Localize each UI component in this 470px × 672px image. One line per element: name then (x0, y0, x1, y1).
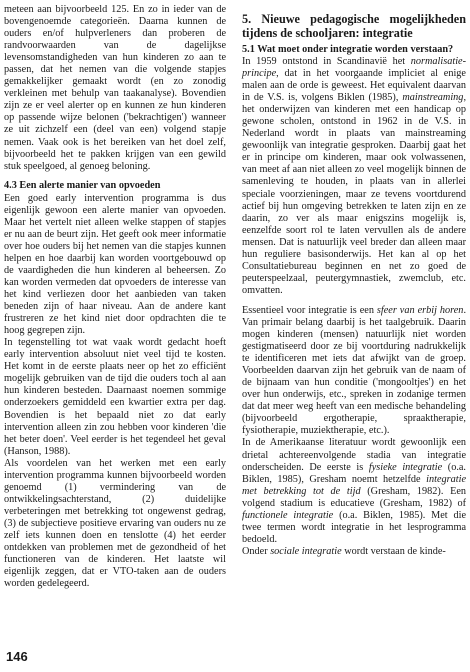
italic-term: sfeer van erbij horen (376, 304, 464, 316)
paragraph (242, 305, 466, 438)
text-run: (o.a. Biklen, 1985). Met die twee termen wordt integratie in het lesprogramma bedoeld. (242, 509, 466, 545)
section-heading: 4.3 Een alerte manier van opvoeden (4, 179, 161, 191)
text-run: (Gresham, 1982). Een volgend stadium is educatieve (Gresham, 1982) of (242, 485, 467, 509)
left-column (4, 4, 226, 590)
text-run: wordt verstaan de kinde- (341, 545, 446, 557)
text-run: (o.a. Biklen, 1985), Gresham noemt hetzelfde (242, 461, 466, 485)
text-run: Onder (242, 545, 271, 557)
paragraph (242, 546, 466, 558)
paragraph (242, 56, 466, 297)
italic-term: normalisatie-principe (242, 56, 466, 80)
paragraph: Een goed early intervention programma is dus eigenlijk gewoon een alerte manier van opvoeden. Maar het vertelt niet alleen welke stappen of stapjes er nu aan de beurt zijn. Het geeft ook meer informatie over hoe ouders bij het nemen van die stapjes kunnen helpen en hoe daarbij kan worden voortgebouwd op de vaardigheden die hun kinderen al beheersen. Zo kan worden vermeden dat opvoeders de interesse van het kind verliezen door het aanbieden van taken beneden zijn of haar niveau. Aan de andere kant frustreren ze het kind niet door opdrachten die te hoog gegrepen zijn. (4, 192, 226, 337)
text-run: In 1959 ontstond in Scandinavië het (242, 56, 411, 67)
page-number: 146 (6, 649, 28, 664)
text-run: , het onderwijzen van kinderen met een handicap op gewone scholen, ontstond in 1962 in de V.S. in Nederland wordt in plaats van mainstreaming gewoonlijk van integratie gesproken. Daarbij gaat het er in principe om kinderen, maar ook volwassenen, van meet af aan niet alleen zo veel mogelijk binnen de samenleving te houden, in plaats van in allerlei speciale voorzieningen, maar ze tevens voortdurend actief bij hun omgeving betrekken te laten zijn en ze daarin, zo ver als maar enigszins mogelijk is, eenzelfde soort rol te laten vervullen als de andere mensen. Dat is natuurlijk veel breder dan alleen maar hun reguliere basisonderwijs. Het kan al op het Consultatiebureau beginnen en net zo goed de peuterspeelzaal, peutergymnastiek, zwemclub, etc. omvatten. (242, 92, 466, 296)
italic-term: functionele integratie (242, 509, 334, 521)
right-column (242, 12, 466, 558)
text-run: Essentieel voor integratie is een (242, 304, 377, 316)
text-run: . Van primair belang daarbij is het taalgebruik. Daarin mogen kinderen (mensen) natuurlijk niet worden gestigmatiseerd door ze bij voortduring nadrukkelijk te identificeren met iets dat afwijkt van de groep. Voorbeelden daarvan zijn het gebruik van de naam of de bijnaam van hun conditie ('mongooltjes') en het over hun onderwijs, etc., spreken in zodanige termen dat dat meer weg heeft van een medische behandeling (bijvoorbeeld ergotherapie, spraaktherapie, fysiotherapie, muziektherapie, etc.). (242, 304, 466, 437)
paragraph-gap (242, 297, 466, 305)
italic-term: sociale integratie (270, 545, 342, 557)
chapter-heading: 5. Nieuwe pedagogische mogelijkheden tijdens de schooljaren: integratie (242, 12, 466, 40)
text-run: , dat in het voorgaande impliciet al enige malen aan de orde is geweest. Het equivalent daarvan in de V.S. is, volgens Biklen (1985), (242, 68, 466, 104)
paragraph: Als voordelen van het werken met een early intervention programma kunnen bijvoorbeeld worden genoemd (1) vermindering van de ontwikkelingsachterstand, (2) duidelijke verbeteringen met betrekking tot ongewenst gedrag, (3) de subjectieve positieve ervaring van ouders nu ze zelf iets kunnen doen en tenslotte (4) het eerder ontdekken van problemen met de gezondheid of het functioneren van de kinderen. Het laatste wil eigenlijk zeggen, dat er VTO-taken aan de ouders worden gedelegeerd. (4, 457, 226, 590)
text-run: In de Amerikaanse literatuur wordt gewoonlijk een drietal achtereenvolgende stadia van integratie onderscheiden. De eerste is (242, 437, 466, 473)
paragraph: meteen aan bijvoorbeeld 125. En zo in ieder van de bovengenoemde categorieën. Daarna kunnen de ouders en/of hulpverleners dan proberen de randvoorwaarden van de dagelijkse levensomstandigheden van hun kinderen zo aan te passen, dat het nemen van die volgende stapjes gemakkelijker gemaakt wordt (en zo zonodig verkleinen met behulp van taakanalyse). Bovendien zijn ze er veel alerter op en kunnen ze hun kinderen op passende wijze belonen ('bekrachtigen') wanneer ze uit zichzelf een (deel van een) volgend stapje nemen. Vaak ook is het bereiken van het doel zelf, bijvoorbeeld het te pakken krijgen van een gewild stuk speelgoed, al genoeg beloning. (4, 4, 226, 172)
paragraph (242, 437, 466, 545)
subsection-heading: 5.1 Wat moet onder integratie worden verstaan? (242, 44, 454, 55)
italic-term: mainstreaming (402, 92, 464, 104)
italic-term: integratie met betrekking tot de tijd (242, 473, 466, 497)
paragraph: In tegenstelling tot wat vaak wordt gedacht hoeft early intervention absoluut niet veel tijd te kosten. Het komt in de eerste plaats neer op het zo efficiënt mogelijk gebruiken van de tijd die ouders toch al aan hun kinderen besteden. Daarnaast noemen sommige onderzoekers gemiddeld een kwartier extra per dag. Bovendien is het bepaald niet zo dat early intervention alleen zin zou hebben voor kinderen 'die het beter doen'. Veel eerder is het tegendeel het geval (Hanson, 1988). (4, 337, 226, 457)
italic-term: fysieke integratie (368, 461, 443, 473)
